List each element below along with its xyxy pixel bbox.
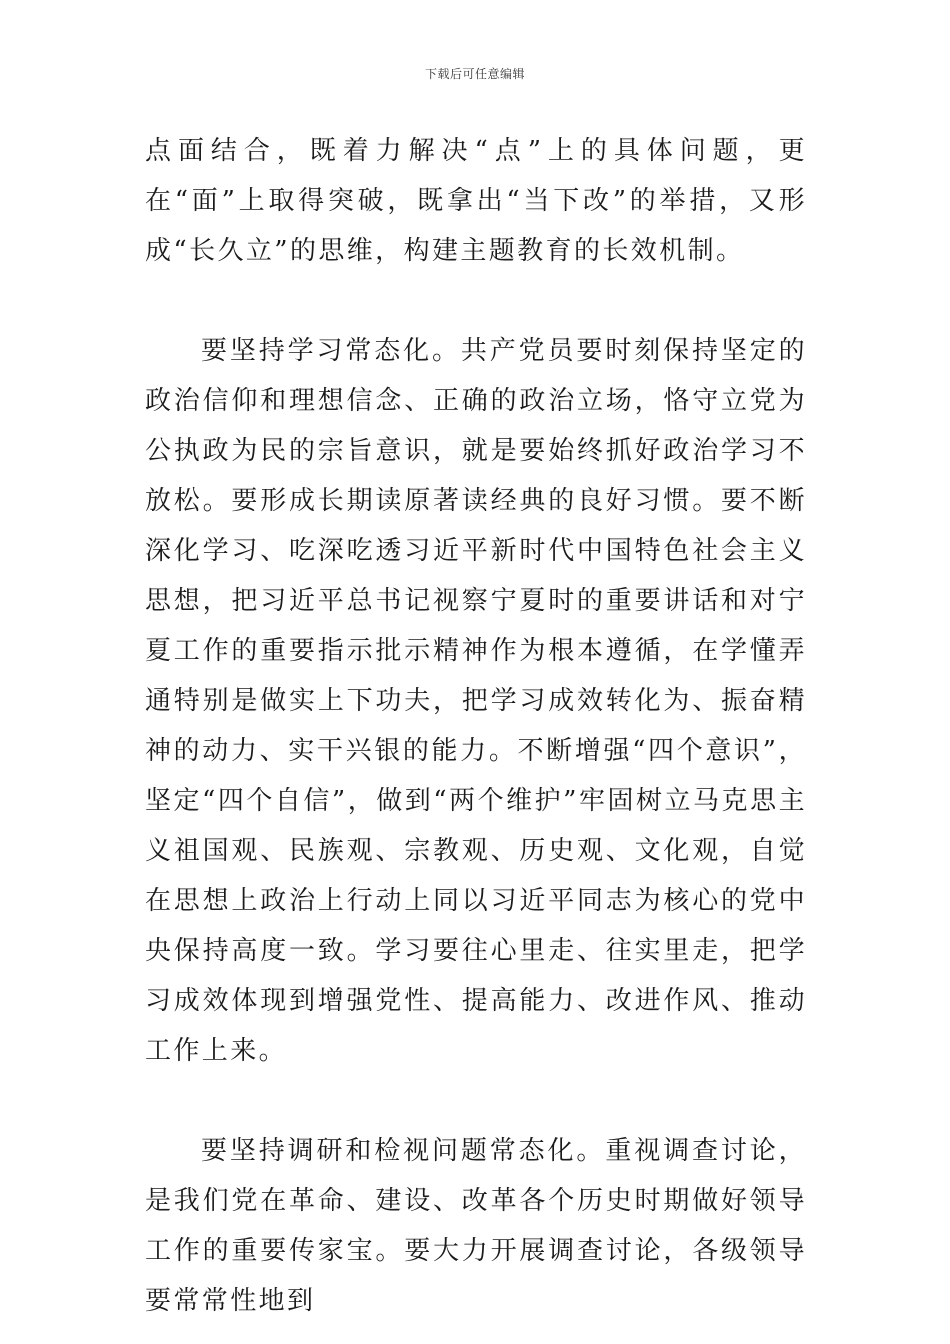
paragraph-1: 点面结合，既着力解决“点”上的具体问题，更在“面”上取得突破，既拿出“当下改”的举措，又形成“长久立”的思维，构建主题教育的长效机制。 bbox=[145, 136, 807, 266]
paragraph-2: 要坚持学习常态化。共产党员要时刻保持坚定的政治信仰和理想信念、正确的政治立场，恪守立党为公执政为民的宗旨意识，就是要始终抓好政治学习不放松。要形成长期读原著读经典的良好习惯。要不断深化学习、吃深吃透习近平新时代中国特色社会主义思想，把习近平总书记视察宁夏时的重要讲话和对宁夏工作的重要指示批示精神作为根本遵循，在学懂弄通特别是做实上下功夫，把学习成效转化为、振奋精神的动力、实干兴银的能力。不断增强“四个意识”，坚定“四个自信”，做到“两个维护”牢固树立马克思主义祖国观、民族观、宗教观、历史观、文化观，自觉在思想上政治上行动上同以习近平同志为核心的党中央保持高度一致。学习要往心里走、往实里走，把学习成效体现到增强党性、提高能力、改进作风、推动工作上来。 bbox=[145, 336, 807, 1066]
paragraph-gap bbox=[145, 1076, 807, 1126]
paragraph-3: 要坚持调研和检视问题常态化。重视调查讨论，是我们党在革命、建设、改革各个历史时期做好领导工作的重要传家宝。要大力开展调查讨论，各级领导要常常性地到 bbox=[145, 1136, 807, 1316]
document-body bbox=[145, 126, 807, 1326]
header-note: 下载后可任意编辑 bbox=[424, 67, 525, 81]
paragraph-gap bbox=[145, 276, 807, 326]
